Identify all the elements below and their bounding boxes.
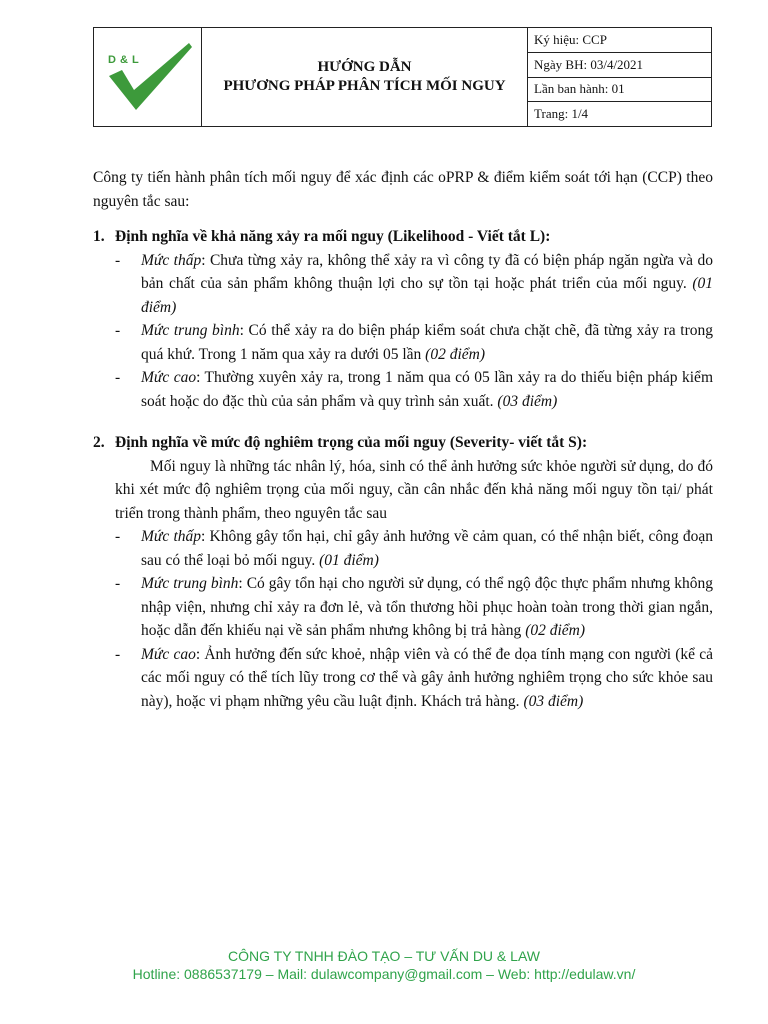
title-cell	[202, 28, 528, 127]
intro-paragraph: Công ty tiến hành phân tích mối nguy để xác định các oPRP & điểm kiểm soát tới hạn (CCP) theo nguyên tắc sau:	[93, 169, 713, 210]
section-number: 1.	[93, 228, 105, 245]
title-line-2: PHƯƠNG PHÁP PHÂN TÍCH MỐI NGUY	[223, 78, 506, 94]
list-item: - Mức trung bình: Có gây tổn hại cho người sử dụng, có thể ngộ độc thực phẩm nhưng không nhập viện, nhưng chỉ xảy ra đơn lẻ, và tổn thương hồi phục hoàn toàn trong thời gian ngắn, hoặc dẫn đến khiếu nại về sản phẩm nhưng không bị trả hàng (02 điểm)	[115, 575, 714, 639]
meta-date: Ngày BH: 03/4/2021	[528, 52, 712, 77]
section-likelihood	[93, 225, 713, 413]
level-score: (03 điểm)	[497, 392, 558, 410]
checkmark-logo-icon	[104, 38, 194, 118]
meta-page: Trang: 1/4	[528, 102, 712, 127]
section-heading: Định nghĩa về mức độ nghiêm trọng của mối nguy (Severity- viết tắt S):	[115, 434, 588, 451]
level-label: Mức cao	[141, 645, 196, 663]
document-header	[93, 27, 712, 127]
level-score: (01 điểm)	[319, 551, 379, 569]
section-intro: Mối nguy là những tác nhân lý, hóa, sinh có thể ảnh hưởng sức khỏe người sử dụng, do đó khi xét mức độ nghiêm trọng của mối nguy, cần cân nhắc đến khả năng mối nguy tồn tại/ phát triển trong thành phẩm, theo nguyên tắc sau	[115, 457, 713, 522]
list-item: - Mức cao: Thường xuyên xảy ra, trong 1 năm qua có 05 lần xảy ra do thiếu biện pháp kiểm soát hoặc do đặc thù của sản phẩm và quy trình sản xuất. (03 điểm)	[115, 369, 713, 410]
level-score: (02 điểm)	[525, 622, 586, 639]
level-score: (03 điểm)	[523, 692, 584, 710]
section-title	[93, 225, 713, 249]
section-heading: Định nghĩa về khả năng xảy ra mối nguy (Likelihood - Viết tắt L):	[115, 228, 551, 245]
level-text: : Có thể xảy ra do biện pháp kiểm soát chưa chặt chẽ, đã từng xảy ra trong quá khứ. Trong 1 năm qua xảy ra dưới 05 lần	[141, 322, 713, 363]
document-body	[93, 166, 713, 713]
section-severity	[93, 431, 713, 713]
level-label: Mức thấp	[141, 528, 202, 545]
footer-company: CÔNG TY TNHH ĐÀO TẠO – TƯ VẤN DU & LAW	[228, 948, 540, 964]
logo-text: D & L	[108, 54, 140, 66]
level-label: Mức trung bình	[141, 575, 239, 592]
level-text: : Chưa từng xảy ra, không thể xảy ra vì công ty đã có biện pháp ngăn ngừa và do bản chất của sản phẩm không thuận lợi cho sự tồn tại hoặc phát triển của mối nguy.	[141, 251, 713, 292]
level-text: : Ảnh hưởng đến sức khoẻ, nhập viên và có thể đe dọa tính mạng con người (kể cả các mối nguy có thể tích lũy trong cơ thể và gây ảnh hưởng nghiêm trọng cho sức khỏe sau này), hoặc vi phạm những yêu cầu luật định. Khách trả hàng.	[141, 645, 714, 710]
meta-issue: Lần ban hành: 01	[528, 77, 712, 102]
level-text: : Không gây tổn hại, chỉ gây ảnh hưởng về cảm quan, có thể nhận biết, công đoạn sau có thể loại bỏ mối nguy.	[141, 528, 714, 569]
level-text: : Có gây tổn hại cho người sử dụng, có thể ngộ độc thực phẩm nhưng không nhập viện, nhưng chỉ xảy ra đơn lẻ, và tổn thương hồi phục hoàn toàn trong thời gian ngắn, hoặc dẫn đến khiếu nại về sản phẩm nhưng không bị trả hàng	[141, 575, 714, 639]
list-item: - Mức cao: Ảnh hưởng đến sức khoẻ, nhập viên và có thể đe dọa tính mạng con người (kể cả các mối nguy có thể tích lũy trong cơ thể và gây ảnh hưởng nghiêm trọng cho sức khỏe sau này), hoặc vi phạm những yêu cầu luật định. Khách trả hàng. (03 điểm)	[115, 645, 714, 710]
level-label: Mức thấp	[141, 251, 202, 269]
level-label: Mức trung bình	[141, 322, 240, 339]
list-item: - Mức trung bình: Có thể xảy ra do biện pháp kiểm soát chưa chặt chẽ, đã từng xảy ra trong quá khứ. Trong 1 năm qua xảy ra dưới 05 lần (02 điểm)	[115, 322, 713, 363]
level-score: (01 điểm)	[141, 275, 713, 316]
logo-cell	[94, 28, 202, 127]
level-text: : Thường xuyên xảy ra, trong 1 năm qua có 05 lần xảy ra do thiếu biện pháp kiểm soát hoặc do đặc thù của sản phẩm và quy trình sản xuất.	[141, 369, 713, 410]
title-line-1: HƯỚNG DẪN	[317, 59, 412, 75]
level-score: (02 điểm)	[425, 345, 485, 363]
section-number: 2.	[93, 434, 105, 451]
list-item: - Mức thấp: Chưa từng xảy ra, không thể xảy ra vì công ty đã có biện pháp ngăn ngừa và do bản chất của sản phẩm không thuận lợi cho sự tồn tại hoặc phát triển của mối nguy. (01 điểm)	[115, 251, 713, 316]
footer-contact: Hotline: 0886537179 – Mail: dulawcompany@gmail.com – Web: http://edulaw.vn/	[132, 966, 636, 982]
section-title	[93, 431, 713, 455]
level-label: Mức cao	[141, 369, 197, 386]
meta-code: Ký hiệu: CCP	[528, 28, 712, 53]
list-item: - Mức thấp: Không gây tổn hại, chỉ gây ảnh hưởng về cảm quan, có thể nhận biết, công đoạn sau có thể loại bỏ mối nguy. (01 điểm)	[115, 528, 714, 569]
